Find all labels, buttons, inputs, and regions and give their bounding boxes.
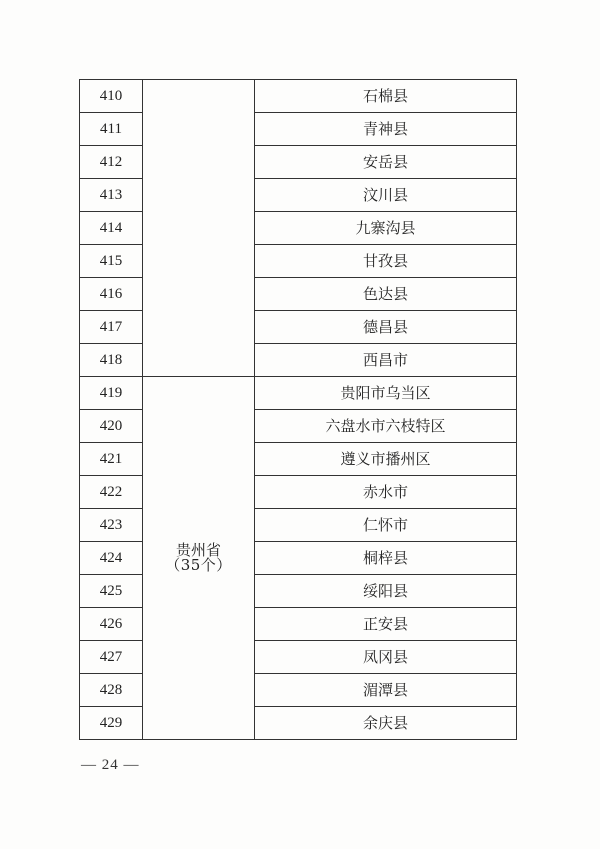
row-number: 419 [80,377,143,410]
row-number: 414 [80,212,143,245]
province-cell [143,377,255,740]
province-name: 贵州省 [175,541,221,559]
county-name: 凤冈县 [255,641,517,674]
row-number: 417 [80,311,143,344]
row-number: 429 [80,707,143,740]
county-name: 安岳县 [255,146,517,179]
county-name: 余庆县 [255,707,517,740]
row-number: 425 [80,575,143,608]
row-number: 415 [80,245,143,278]
page-number: — 24 — [81,757,140,773]
row-number: 412 [80,146,143,179]
county-name: 桐梓县 [255,542,517,575]
county-name: 甘孜县 [255,245,517,278]
table-row [80,80,517,113]
row-number: 421 [80,443,143,476]
table-body [80,80,517,740]
county-name: 正安县 [255,608,517,641]
province-cell [143,80,255,377]
row-number: 426 [80,608,143,641]
county-name: 绥阳县 [255,575,517,608]
county-name: 德昌县 [255,311,517,344]
row-number: 424 [80,542,143,575]
row-number: 416 [80,278,143,311]
county-name: 汶川县 [255,179,517,212]
county-name: 石棉县 [255,80,517,113]
row-number: 411 [80,113,143,146]
row-number: 427 [80,641,143,674]
county-list-table [79,79,517,740]
table-row [80,377,517,410]
county-name: 青神县 [255,113,517,146]
county-name: 六盘水市六枝特区 [255,410,517,443]
county-name: 仁怀市 [255,509,517,542]
row-number: 410 [80,80,143,113]
province-count: （35个） [165,556,232,574]
row-number: 428 [80,674,143,707]
county-name: 贵阳市乌当区 [255,377,517,410]
row-number: 422 [80,476,143,509]
county-name: 色达县 [255,278,517,311]
county-name: 九寨沟县 [255,212,517,245]
row-number: 423 [80,509,143,542]
row-number: 413 [80,179,143,212]
row-number: 420 [80,410,143,443]
county-name: 赤水市 [255,476,517,509]
row-number: 418 [80,344,143,377]
county-name: 湄潭县 [255,674,517,707]
county-name: 西昌市 [255,344,517,377]
county-name: 遵义市播州区 [255,443,517,476]
